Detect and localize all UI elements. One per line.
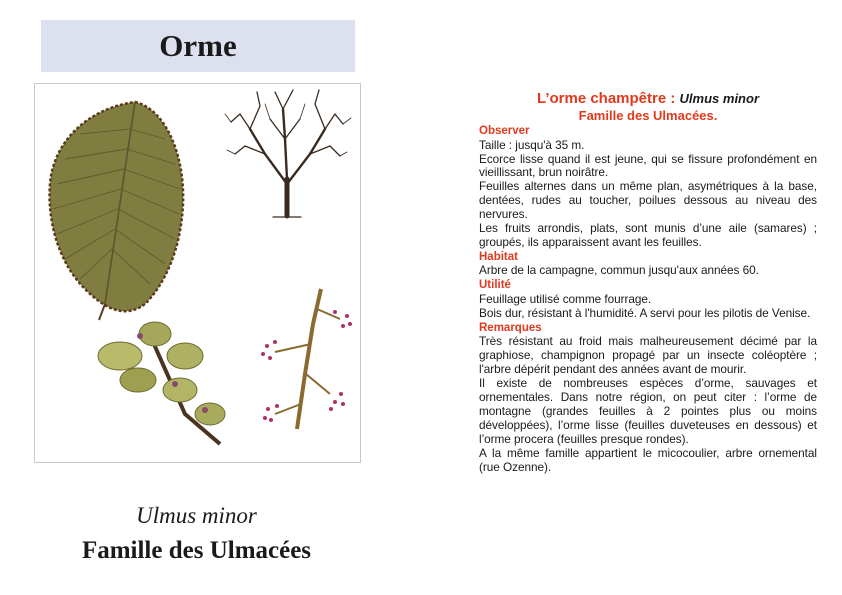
- section-heading: Remarques: [479, 321, 542, 334]
- section-paragraph: Très résistant au froid mais malheureusement décimé par la graphiose, champignon propagé par un insecte coléoptère ; l'arbre dépérit pendant des années avant de mourir.: [479, 334, 817, 377]
- section-paragraph: Bois dur, résistant à l'humidité. A servi pour les pilotis de Venise.: [479, 305, 811, 320]
- section-paragraph: Les fruits arrondis, plats, sont munis d’une aile (samares) ; groupés, ils apparaissent avant les feuilles.: [479, 221, 817, 249]
- section-paragraph: Il existe de nombreuses espèces d’orme, sauvages et ornementales. Dans notre région, on peut citer : l’orme de montagne (grandes feuilles à 2 pointes plus ou moins développées), l’orme lisse (feuilles duveteuses en dessous) et l’orme procera (feuilles presque rondes).: [479, 376, 817, 446]
- plate-title: Orme: [159, 28, 237, 63]
- plate-caption-latin: Ulmus minor: [136, 503, 257, 528]
- section-heading: Habitat: [479, 250, 518, 263]
- section-heading: Utilité: [479, 279, 511, 292]
- description-column: [479, 90, 817, 474]
- section-paragraph: A la même famille appartient le micocoulier, arbre ornemental (rue Ozenne).: [479, 445, 817, 474]
- flowering-twig-illustration: [261, 289, 352, 429]
- samara-cluster-illustration: [98, 322, 225, 444]
- description-title-latin: Ulmus minor: [679, 91, 760, 106]
- plate-title-box: [41, 20, 355, 72]
- bare-tree-illustration: [225, 90, 351, 217]
- section-paragraph: Arbre de la campagne, commun jusqu'aux années 60.: [479, 263, 759, 278]
- section-paragraph: Feuillage utilisé comme fourrage.: [479, 291, 652, 306]
- section-habitat: [479, 251, 817, 279]
- description-subtitle: Famille des Ulmacées.: [578, 108, 718, 123]
- description-title-fr: L’orme champêtre :: [536, 90, 676, 107]
- plate-caption-family: Famille des Ulmacées: [81, 537, 312, 564]
- botanical-plate: [34, 83, 361, 463]
- section-heading: Observer: [479, 125, 530, 137]
- section-paragraph: Ecorce lisse quand il est jeune, qui se fissure profondément en vieillissant, brun noirâtre.: [479, 151, 817, 180]
- section-remarques: [479, 322, 817, 475]
- section-paragraph: Taille : jusqu'à 35 m.: [479, 137, 585, 152]
- section-utilite: [479, 279, 817, 320]
- description-title: [479, 90, 817, 108]
- section-observer: [479, 125, 817, 250]
- plate-illustrations: [35, 84, 360, 462]
- section-paragraph: Feuilles alternes dans un même plan, asymétriques à la base, dentées, rudes au toucher, poilues dessous au niveau des nervures.: [479, 179, 817, 222]
- elm-leaf-illustration: [50, 102, 184, 320]
